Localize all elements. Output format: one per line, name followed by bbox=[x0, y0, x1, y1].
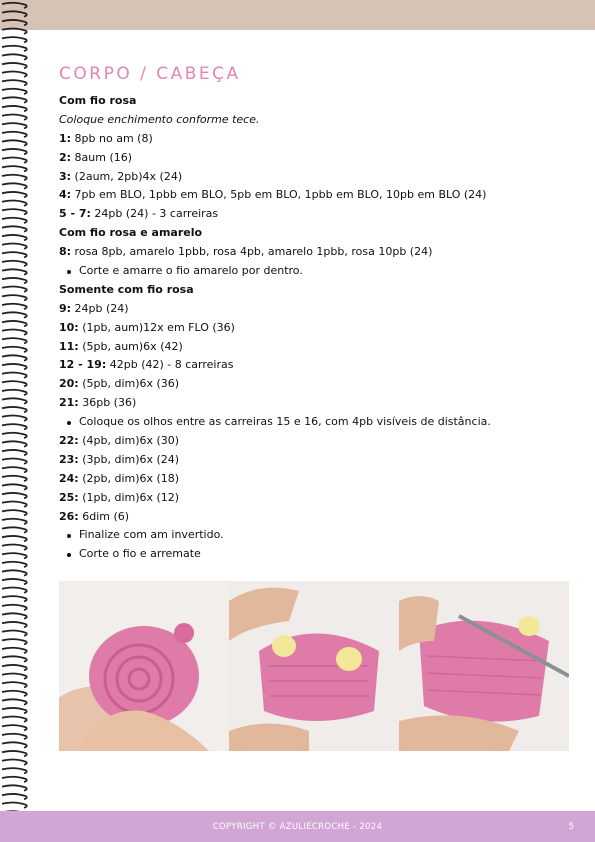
spiral-coil bbox=[2, 192, 27, 197]
bullet-item: Coloque os olhos entre as carreiras 15 e 16, com 4pb visíveis de distância. bbox=[59, 413, 579, 432]
round-instruction bbox=[59, 375, 579, 394]
round-label: 3: bbox=[59, 169, 72, 183]
spiral-coil bbox=[2, 682, 27, 687]
spiral-coil bbox=[2, 244, 27, 249]
spiral-coil bbox=[2, 734, 27, 739]
round-text: (3pb, dim)6x (24) bbox=[78, 452, 180, 466]
spiral-coil bbox=[2, 648, 27, 653]
spiral-coil bbox=[2, 407, 27, 412]
round-instruction bbox=[59, 451, 579, 470]
spiral-coil bbox=[2, 3, 27, 8]
round-label: 2: bbox=[59, 150, 72, 164]
spiral-coil bbox=[2, 304, 27, 309]
spiral-coil bbox=[2, 37, 27, 42]
round-label: 8: bbox=[59, 245, 72, 259]
spiral-coil bbox=[2, 11, 27, 16]
spiral-coil bbox=[2, 527, 27, 532]
round-instruction bbox=[59, 489, 579, 508]
spiral-coil bbox=[2, 381, 27, 386]
spiral-coil bbox=[2, 72, 27, 77]
spiral-coil bbox=[2, 218, 27, 223]
spiral-coil bbox=[2, 484, 27, 489]
spiral-coil bbox=[2, 622, 27, 627]
bullet-item: Corte e amarre o fio amarelo por dentro. bbox=[59, 262, 579, 281]
spiral-coil bbox=[2, 80, 27, 85]
spiral-coil bbox=[2, 321, 27, 326]
spiral-coil bbox=[2, 536, 27, 541]
spiral-coil bbox=[2, 416, 27, 421]
spiral-coil bbox=[2, 261, 27, 266]
spiral-coil bbox=[2, 54, 27, 59]
round-text: 7pb em BLO, 1pbb em BLO, 5pb em BLO, 1pbb em BLO, 10pb em BLO (24) bbox=[71, 188, 487, 202]
spiral-coil bbox=[2, 355, 27, 360]
photo-strip bbox=[59, 581, 570, 751]
spiral-coil bbox=[2, 708, 27, 713]
round-text: 36pb (36) bbox=[78, 396, 137, 410]
spiral-coil bbox=[2, 588, 27, 593]
round-text: (2pb, dim)6x (18) bbox=[78, 471, 180, 485]
subheading: Com fio rosa bbox=[59, 94, 137, 107]
round-label: 25: bbox=[59, 490, 79, 504]
spiral-coil bbox=[2, 562, 27, 567]
spiral-coil bbox=[2, 510, 27, 515]
spiral-coil bbox=[2, 674, 27, 679]
bullet-item: Finalize com am invertido. bbox=[59, 526, 579, 545]
round-instruction bbox=[59, 205, 579, 224]
spiral-coil bbox=[2, 373, 27, 378]
spiral-coil bbox=[2, 175, 27, 180]
round-label: 20: bbox=[59, 377, 79, 391]
photo-crochet-base bbox=[59, 581, 229, 751]
round-instruction bbox=[59, 168, 579, 187]
spiral-coil bbox=[2, 742, 27, 747]
round-text: (1pb, dim)6x (12) bbox=[78, 490, 180, 504]
spiral-coil bbox=[2, 631, 27, 636]
spiral-coil bbox=[2, 699, 27, 704]
spiral-coil bbox=[2, 613, 27, 618]
round-text: 24pb (24) - 3 carreiras bbox=[90, 207, 219, 221]
round-text: 6dim (6) bbox=[78, 509, 130, 523]
spiral-coil bbox=[2, 691, 27, 696]
round-instruction bbox=[59, 319, 579, 338]
round-text: 42pb (42) - 8 carreiras bbox=[106, 358, 234, 372]
spiral-coil bbox=[2, 777, 27, 782]
spiral-coil bbox=[2, 330, 27, 335]
round-text: rosa 8pb, amarelo 1pbb, rosa 4pb, amarelo 1pbb, rosa 10pb (24) bbox=[71, 245, 433, 259]
note-text: Coloque enchimento conforme tece. bbox=[59, 112, 260, 126]
spiral-coil bbox=[2, 476, 27, 481]
spiral-coil bbox=[2, 502, 27, 507]
spiral-coil bbox=[2, 768, 27, 773]
spiral-coil bbox=[2, 493, 27, 498]
round-instruction bbox=[59, 338, 579, 357]
round-text: (4pb, dim)6x (30) bbox=[78, 434, 180, 448]
spiral-coil bbox=[2, 519, 27, 524]
spiral-coil bbox=[2, 785, 27, 790]
spiral-coil bbox=[2, 89, 27, 94]
copyright-text: COPYRIGHT © AZULIECROCHE - 2024 bbox=[212, 822, 383, 832]
spiral-coil bbox=[2, 115, 27, 120]
round-label: 4: bbox=[59, 188, 72, 202]
round-label: 11: bbox=[59, 339, 79, 353]
bullet-item: Corte o fio e arremate bbox=[59, 545, 579, 564]
spiral-coil bbox=[2, 545, 27, 550]
spiral-coil bbox=[2, 570, 27, 575]
spiral-coil bbox=[2, 63, 27, 68]
round-text: (5pb, dim)6x (36) bbox=[78, 377, 180, 391]
spiral-binding bbox=[0, 0, 30, 842]
spiral-coil bbox=[2, 596, 27, 601]
spiral-coil bbox=[2, 579, 27, 584]
spiral-coil bbox=[2, 158, 27, 163]
round-label: 24: bbox=[59, 471, 79, 485]
subheading: Com fio rosa e amarelo bbox=[59, 226, 203, 240]
round-label: 22: bbox=[59, 434, 79, 448]
spiral-coil bbox=[2, 433, 27, 438]
pattern-instructions bbox=[59, 92, 579, 564]
spiral-coil bbox=[2, 639, 27, 644]
round-text: (5pb, aum)6x (42) bbox=[78, 339, 183, 353]
spiral-coil bbox=[2, 149, 27, 154]
spiral-coil bbox=[2, 252, 27, 257]
photo-crochet-hook bbox=[399, 581, 569, 751]
spiral-coil bbox=[2, 347, 27, 352]
round-label: 10: bbox=[59, 320, 79, 334]
spiral-coil bbox=[2, 295, 27, 300]
spiral-coil bbox=[2, 751, 27, 756]
spiral-coil bbox=[2, 656, 27, 661]
spiral-coil bbox=[2, 235, 27, 240]
spiral-coil bbox=[2, 269, 27, 274]
round-label: 21: bbox=[59, 396, 79, 410]
spiral-coil bbox=[2, 665, 27, 670]
spiral-coil bbox=[2, 123, 27, 128]
section-title: CORPO / CABEÇA bbox=[59, 64, 241, 84]
spiral-coil bbox=[2, 459, 27, 464]
round-text: 8aum (16) bbox=[71, 150, 133, 164]
spiral-coil bbox=[2, 467, 27, 472]
spiral-coil bbox=[2, 803, 27, 808]
spiral-coil bbox=[2, 553, 27, 558]
spiral-coil bbox=[2, 46, 27, 51]
round-text: (2aum, 2pb)4x (24) bbox=[71, 169, 183, 183]
spiral-coil bbox=[2, 338, 27, 343]
top-bar bbox=[0, 0, 595, 30]
spiral-coil bbox=[2, 398, 27, 403]
round-text: 24pb (24) bbox=[71, 301, 129, 315]
spiral-coil bbox=[2, 760, 27, 765]
spiral-coil bbox=[2, 312, 27, 317]
spiral-coil bbox=[2, 209, 27, 214]
spiral-coil bbox=[2, 132, 27, 137]
spiral-coil bbox=[2, 390, 27, 395]
spiral-coil bbox=[2, 140, 27, 145]
spiral-coil bbox=[2, 364, 27, 369]
spiral-coil bbox=[2, 450, 27, 455]
spiral-coil bbox=[2, 201, 27, 206]
footer-bar bbox=[0, 811, 595, 842]
spiral-coil bbox=[2, 20, 27, 25]
round-label: 1: bbox=[59, 131, 72, 145]
spiral-coil bbox=[2, 441, 27, 446]
subheading: Somente com fio rosa bbox=[59, 282, 194, 296]
round-instruction bbox=[59, 186, 579, 205]
spiral-coil bbox=[2, 725, 27, 730]
round-instruction bbox=[59, 432, 579, 451]
spiral-coil bbox=[2, 97, 27, 102]
photo-crochet-eyes bbox=[229, 581, 399, 751]
round-label: 23: bbox=[59, 452, 79, 466]
spiral-coil bbox=[2, 424, 27, 429]
spiral-coil bbox=[2, 29, 27, 34]
spiral-coil bbox=[2, 183, 27, 188]
round-label: 12 - 19: bbox=[59, 358, 107, 372]
spiral-coil bbox=[2, 717, 27, 722]
round-instruction bbox=[59, 356, 579, 375]
spiral-coil bbox=[2, 287, 27, 292]
round-instruction bbox=[59, 149, 579, 168]
round-instruction bbox=[59, 394, 579, 413]
round-instruction bbox=[59, 300, 579, 319]
round-instruction bbox=[59, 508, 579, 527]
round-text: 8pb no am (8) bbox=[71, 131, 153, 145]
round-label: 26: bbox=[59, 509, 79, 523]
spiral-coil bbox=[2, 605, 27, 610]
spiral-coil bbox=[2, 166, 27, 171]
spiral-coil bbox=[2, 226, 27, 231]
round-instruction bbox=[59, 470, 579, 489]
round-label: 5 - 7: bbox=[59, 207, 91, 221]
spiral-coil bbox=[2, 278, 27, 283]
spiral-coil bbox=[2, 106, 27, 111]
round-text: (1pb, aum)12x em FLO (36) bbox=[78, 320, 235, 334]
page-number: 5 bbox=[568, 822, 574, 832]
round-instruction bbox=[59, 130, 579, 149]
spiral-coil bbox=[2, 794, 27, 799]
round-instruction bbox=[59, 243, 579, 262]
round-label: 9: bbox=[59, 301, 72, 315]
